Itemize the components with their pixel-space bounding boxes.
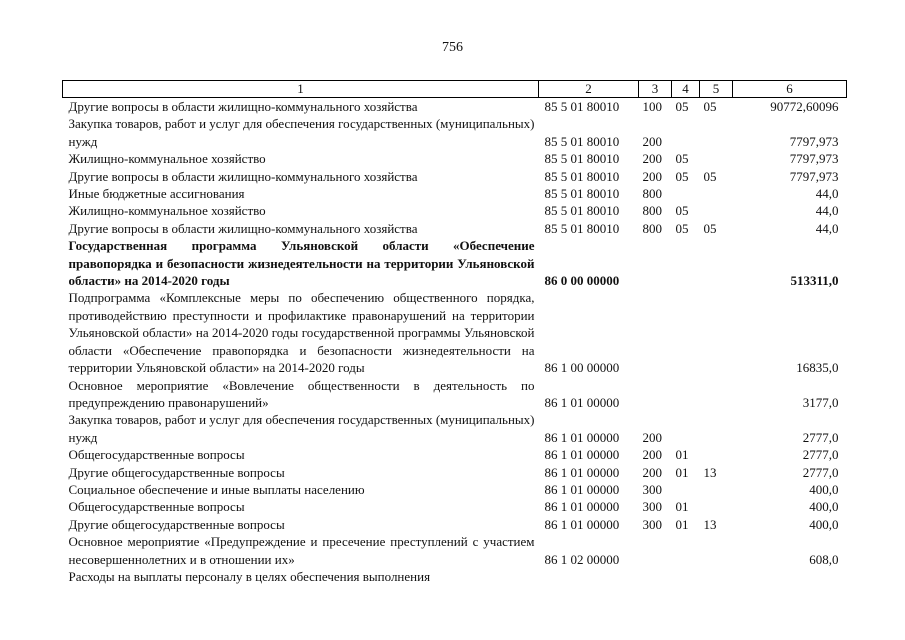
row-col3 [639,237,672,289]
row-col3: 200 [642,168,662,184]
column-header-3: 3 [639,81,672,98]
row-code [539,568,639,585]
row-col5 [700,411,733,446]
row-amount: 2777,0 [802,464,839,480]
table-row [63,202,847,219]
row-col3: 200 [642,133,662,149]
row-code: 85 5 01 80010 [544,186,620,202]
row-col5: 13 [703,464,717,480]
row-col3 [639,289,672,376]
row-col5 [700,289,733,376]
row-col3: 800 [642,203,662,219]
table-row [63,498,847,515]
row-amount: 2777,0 [802,447,839,463]
column-header-6: 6 [733,81,847,98]
row-col4: 01 [675,499,689,515]
row-col4: 05 [675,220,689,236]
table-row [63,220,847,237]
row-name: Основное мероприятие «Предупреждение и пресечение преступлений с участием несовершеннолетних и в отношении их» [68,534,535,567]
row-amount: 7797,973 [789,168,839,184]
row-col5: 05 [703,220,717,236]
row-amount: 3177,0 [802,394,839,410]
table-row [63,464,847,481]
row-col4 [672,533,700,568]
row-name: Другие вопросы в области жилищно-коммунального хозяйства [68,99,418,114]
row-amount: 7797,973 [789,133,839,149]
row-name: Подпрограмма «Комплексные меры по обеспечению общественного порядка, противодействию преступности и профилактике правонарушений на территории Ульяновской области» на 2014-2020 годы государственной программы Ульяновской области «Обеспечение правопорядка и безопасности жизнедеятельности на территории Ульяновской области» на 2014-2020 годы [68,290,535,376]
row-amount: 400,0 [809,481,839,497]
row-col4: 01 [675,516,689,532]
row-col3 [639,533,672,568]
row-amount: 44,0 [815,220,839,236]
row-code: 86 1 00 00000 [544,360,620,376]
table-row [63,237,847,289]
row-code: 85 5 01 80010 [544,220,620,236]
table-row [63,446,847,463]
row-col5 [700,481,733,498]
row-col3 [639,377,672,412]
row-code: 86 1 02 00000 [544,551,620,567]
row-col4 [672,185,700,202]
row-code: 86 1 01 00000 [544,429,620,445]
row-name: Расходы на выплаты персоналу в целях обеспечения выполнения [68,568,431,584]
row-amount: 2777,0 [802,429,839,445]
row-code: 85 5 01 80010 [544,133,620,149]
row-col4: 05 [675,168,689,184]
row-col4 [672,237,700,289]
row-code: 86 1 01 00000 [544,447,620,463]
row-code: 86 0 00 00000 [544,273,620,289]
row-col4 [672,115,700,150]
table-row [63,115,847,150]
row-col5: 05 [703,99,717,114]
row-col4: 01 [675,447,689,463]
row-amount: 16835,0 [796,360,839,376]
table-row [63,377,847,412]
row-amount [733,568,847,585]
row-col5: 05 [703,168,717,184]
column-header-5: 5 [700,81,733,98]
table-row [63,533,847,568]
row-col5 [700,150,733,167]
row-col5 [700,568,733,585]
table-row [63,411,847,446]
row-name: Закупка товаров, работ и услуг для обеспечения государственных (муниципальных) нужд [68,412,535,445]
row-name: Государственная программа Ульяновской области «Обеспечение правопорядка и безопасности жизнедеятельности на территории Ульяновской области» на 2014-2020 годы [68,238,535,289]
row-col4 [672,289,700,376]
row-amount: 44,0 [815,203,839,219]
row-col3: 300 [642,516,662,532]
row-col5: 13 [703,516,717,532]
row-code: 86 1 01 00000 [544,499,620,515]
table-row [63,168,847,185]
table-row [63,289,847,376]
row-col3 [639,568,672,585]
row-name: Другие вопросы в области жилищно-коммунального хозяйства [68,168,418,184]
table-row [63,150,847,167]
row-name: Закупка товаров, работ и услуг для обеспечения государственных (муниципальных) нужд [68,116,535,149]
row-name: Другие общегосударственные вопросы [68,464,285,480]
row-name: Жилищно-коммунальное хозяйство [68,203,266,219]
row-amount: 608,0 [809,551,839,567]
row-name: Общегосударственные вопросы [68,447,245,463]
row-amount: 400,0 [809,499,839,515]
row-name: Другие вопросы в области жилищно-коммунального хозяйства [68,220,418,236]
row-col3: 800 [642,186,662,202]
table-row [63,481,847,498]
row-col5 [700,202,733,219]
budget-table [62,80,847,585]
row-code: 86 1 01 00000 [544,464,620,480]
row-col4 [672,481,700,498]
table-row [63,568,847,585]
row-name: Другие общегосударственные вопросы [68,516,285,532]
table-row [63,98,847,116]
table-header [63,81,847,98]
row-amount: 513311,0 [790,273,839,289]
row-name: Иные бюджетные ассигнования [68,186,245,202]
row-col4: 05 [675,203,689,219]
row-amount: 90772,60096 [770,99,839,114]
row-col5 [700,185,733,202]
row-col3: 200 [642,151,662,167]
row-name: Общегосударственные вопросы [68,499,245,515]
row-code: 85 5 01 80010 [544,168,620,184]
row-name: Жилищно-коммунальное хозяйство [68,151,266,167]
row-code: 85 5 01 80010 [544,203,620,219]
table-row [63,516,847,533]
row-col4: 01 [675,464,689,480]
row-col3: 200 [642,447,662,463]
row-col5 [700,498,733,515]
row-col5 [700,377,733,412]
row-amount: 400,0 [809,516,839,532]
table-body [63,98,847,586]
row-col4 [672,568,700,585]
row-code: 85 5 01 80010 [544,151,620,167]
row-col3: 800 [642,220,662,236]
column-header-1: 1 [63,81,539,98]
row-code: 86 1 01 00000 [544,394,620,410]
row-name: Социальное обеспечение и иные выплаты населению [68,481,365,497]
row-amount: 7797,973 [789,151,839,167]
row-col5 [700,533,733,568]
row-amount: 44,0 [815,186,839,202]
row-col4 [672,377,700,412]
page-number: 756 [442,40,463,55]
row-col3: 200 [642,464,662,480]
row-col3: 100 [642,99,662,114]
row-col4: 05 [675,151,689,167]
row-col3: 300 [642,481,662,497]
header-row [63,81,847,98]
row-col3: 300 [642,499,662,515]
row-col5 [700,237,733,289]
row-col5 [700,115,733,150]
row-col4 [672,411,700,446]
column-header-4: 4 [672,81,700,98]
table-row [63,185,847,202]
column-header-2: 2 [539,81,639,98]
row-col5 [700,446,733,463]
row-col4: 05 [675,99,689,114]
row-code: 86 1 01 00000 [544,481,620,497]
row-code: 85 5 01 80010 [544,99,620,114]
row-col3: 200 [642,429,662,445]
row-name: Основное мероприятие «Вовлечение общественности в деятельность по предупреждению правонарушений» [68,377,535,410]
row-code: 86 1 01 00000 [544,516,620,532]
